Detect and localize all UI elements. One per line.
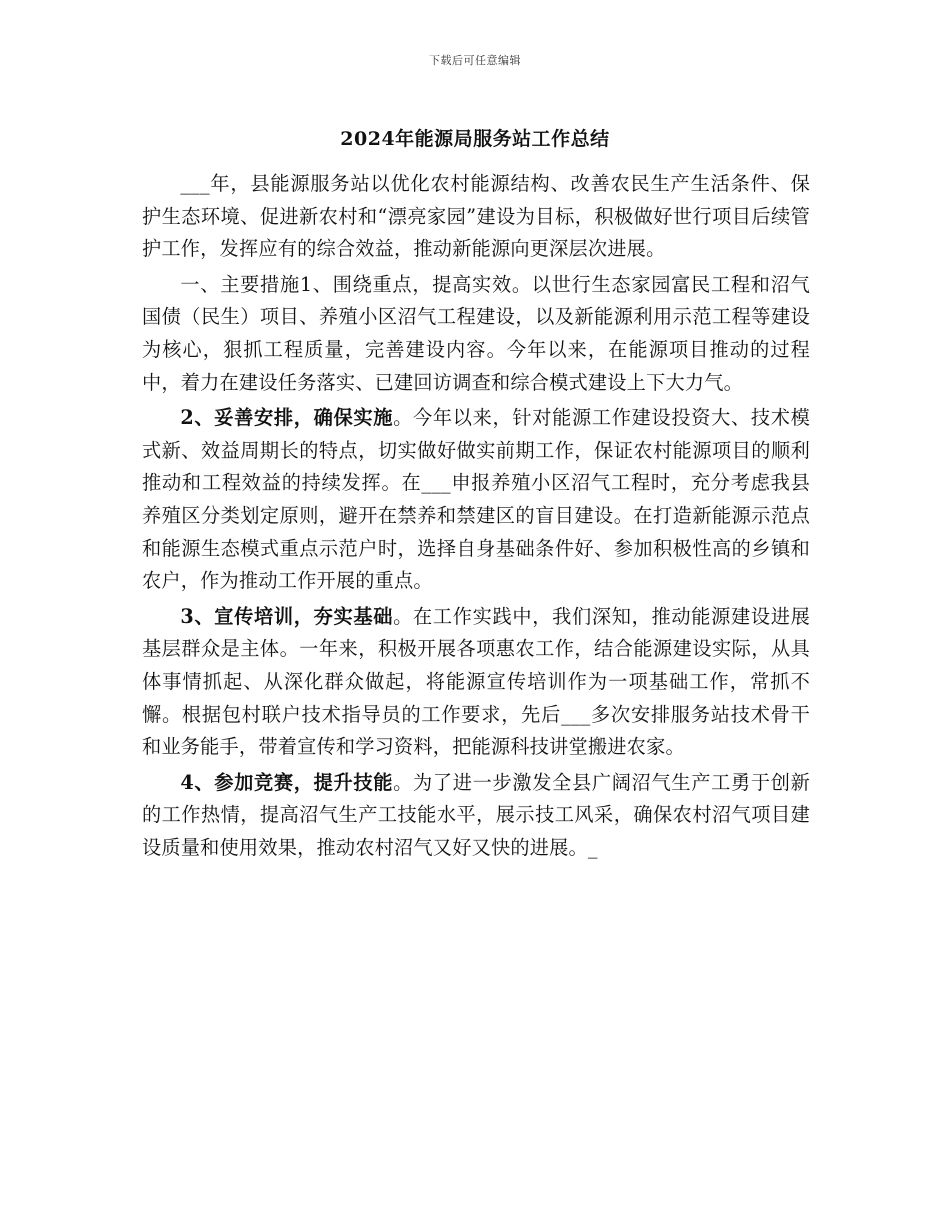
paragraph-text: 。为了进一步激发全县广阔沼气生产工勇于创新的工作热情，提高沼气生产工技能水平，展示技工风采，确保农村沼气项目建设质量和使用效果，推动农村沼气又好又快的进展。_ [142, 770, 810, 859]
document-title: 2024年能源局服务站工作总结 [340, 128, 610, 150]
paragraph-text: 。在工作实践中，我们深知，推动能源建设进展基层群众是主体。一年来，积极开展各项惠农工作，结合能源建设实际，从具体事情抓起、从深化群众做起，将能源宣传培训作为一项基础工作，常抓不懈。根据包村联户技术指导员的工作要求，先后___多次安排服务站技术骨干和业务能手，带着宣传和学习资料，把能源科技讲堂搬进农家。 [142, 604, 810, 759]
page-header-note: 下载后可任意编辑 [429, 54, 521, 67]
paragraph-lead: 3、宣传培训，夯实基础 [180, 604, 394, 628]
paragraph-text: 。今年以来，针对能源工作建设投资大、技术模式新、效益周期长的特点，切实做好做实前期工作，保证农村能源项目的顺利推动和工程效益的持续发挥。在___申报养殖小区沼气工程时，充分考虑我县养殖区分类划定原则，避开在禁养和禁建区的盲目建设。在打造新能源示范点和能源生态模式重点示范户时，选择自身基础条件好、参加积极性高的乡镇和农户，作为推动工作开展的重点。 [142, 406, 810, 593]
paragraph-text: ___年，县能源服务站以优化农村能源结构、改善农民生产生活条件、保护生态环境、促进新农村和“漂亮家园”建设为目标，积极做好世行项目后续管护工作，发挥应有的综合效益，推动新能源向更深层次进展。 [142, 172, 810, 261]
document-body [142, 168, 810, 867]
paragraph-training [142, 601, 810, 764]
paragraph-arrangement [142, 402, 810, 598]
paragraph-text: 一、主要措施1、围绕重点，提高实效。以世行生态家园富民工程和沼气国债（民生）项目、养殖小区沼气工程建设，以及新能源利用示范工程等建设为核心，狠抓工程质量，完善建设内容。今年以来，在能源项目推动的过程中，着力在建设任务落实、已建回访调查和综合模式建设上下大力气。 [142, 272, 810, 394]
paragraph-lead: 2、妥善安排，确保实施 [180, 406, 394, 430]
paragraph-measures [142, 269, 810, 399]
paragraph-intro [142, 168, 810, 266]
paragraph-lead: 4、参加竞赛，提升技能 [180, 770, 394, 794]
paragraph-competition [142, 767, 810, 865]
